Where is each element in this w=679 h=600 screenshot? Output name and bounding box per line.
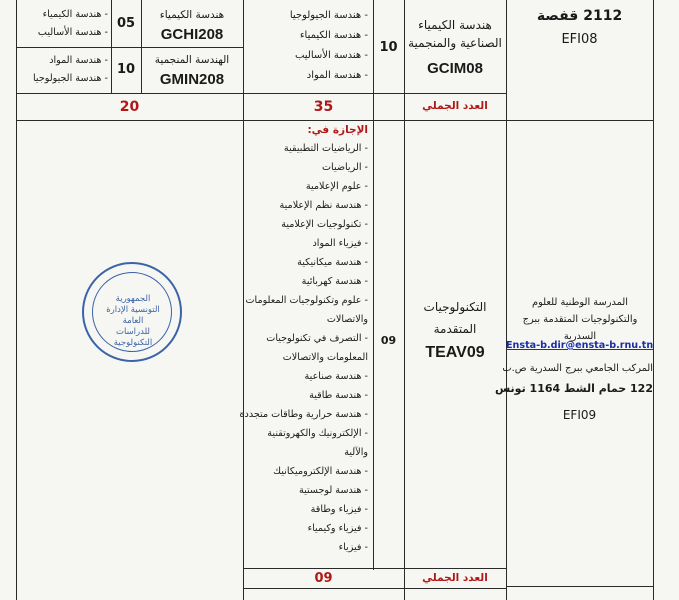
list-item: - الرياضيات التطبيقية [283,143,368,154]
total-value: 35 [313,99,334,115]
list-item: - هندسة ميكانيكية [297,257,368,268]
total-label: العدد الجملي [422,572,488,584]
sub-licence-list [24,52,108,88]
list-item: - هندسة طاقية [309,390,368,401]
list-item: - تكنولوجيات الإعلامية [281,219,368,230]
list-item: - هندسة الجيولوجيا [289,10,368,21]
sub-major-code: GCHI208 [160,26,224,43]
efi-code: EFI08 [561,32,598,47]
list-item: - هندسة صناعية [304,371,368,382]
institution-address-2: 122 حمام الشط 1164 تونس [495,382,653,395]
list-item: - فيزياء [338,542,368,553]
total-label: العدد الجملي [422,100,488,112]
list-item: - فيزياء وطاقة [310,504,368,515]
list-item: - فيزياء وكيمياء [307,523,368,534]
major-title-line-1: التكنولوجيات [423,300,487,314]
major-title-line-2: المتقدمة [433,322,477,336]
total-value: 09 [314,571,333,586]
list-item: - علوم وتكنولوجيات المعلومات [245,295,368,306]
list-item: - هندسة نظم الإعلامية [279,200,368,211]
list-item: المعلومات والاتصالات [282,352,368,363]
list-item: - هندسة حرارية وطاقات متجددة [239,409,368,420]
column-divider [243,0,244,600]
major-capacity: 10 [379,40,398,55]
licence-list [260,6,368,86]
list-item: - التصرف في تكنولوجيات [266,333,368,344]
list-item: - فيزياء المواد [312,238,368,249]
list-item: - هندسة المواد [306,70,368,81]
row-divider [506,586,653,587]
list-item: - الرياضيات [322,162,368,173]
institution-email-link[interactable]: Ensta-b.dir@ensta-b.rnu.tn [506,340,654,351]
list-item: - هندسة الأساليب [294,50,368,61]
major-code: TEAV09 [425,344,485,361]
sub-major-code: GMIN208 [159,71,225,88]
stamp-text: الجمهورية التونسية الإدارة العامة للدراسات التكنولوجية [106,294,160,348]
sub-major-capacity: 05 [116,16,136,31]
official-stamp [82,262,182,362]
sub-major-title: هندسة الكيمياء [159,9,225,21]
list-item: - علوم الإعلامية [305,181,368,192]
row-divider [243,588,506,589]
list-item: - هندسة الجيولوجيا [33,73,108,84]
list-item: - هندسة الإلكتروميكانيك [273,466,368,477]
list-item: - هندسة الأساليب [37,27,108,38]
table-border-right [653,0,654,600]
column-divider [506,0,507,600]
list-item: - الإلكترونيك والكهروتقنية [267,428,368,439]
sub-major-capacity: 10 [116,62,136,77]
row-divider [16,93,506,94]
list-item: والآلية [344,447,368,458]
major-capacity: 09 [380,334,397,347]
row-divider [16,47,243,48]
row-divider [243,568,506,569]
sub-licence-list [24,6,108,42]
licence-header: الإجازة في: [307,124,368,136]
major-title: هندسة الكيمياء الصناعية والمنجمية [408,18,502,50]
region-code: 2112 قفصة [536,8,623,24]
institution-efi: EFI09 [562,408,597,422]
licence-list [239,139,368,557]
list-item: - هندسة المواد [49,55,108,66]
row-divider [16,120,653,121]
institution-address: المركب الجامعي ببرج السدرية ص.ب [502,363,653,374]
list-item: - هندسة الكيمياء [42,9,108,20]
list-item: - هندسة الكيمياء [299,30,368,41]
institution-name: المدرسة الوطنية للعلوم والتكنولوجيات المتقدمة ببرج السدرية [522,297,638,342]
list-item: والاتصالات [326,314,368,325]
sub-major-title: الهندسة المنجمية [154,54,230,66]
list-item: - هندسة كهربائية [301,276,368,287]
major-code: GCIM08 [427,60,483,77]
table-border-left [16,0,17,600]
sub-total-value: 20 [119,99,140,115]
list-item: - هندسة لوجستية [298,485,368,496]
